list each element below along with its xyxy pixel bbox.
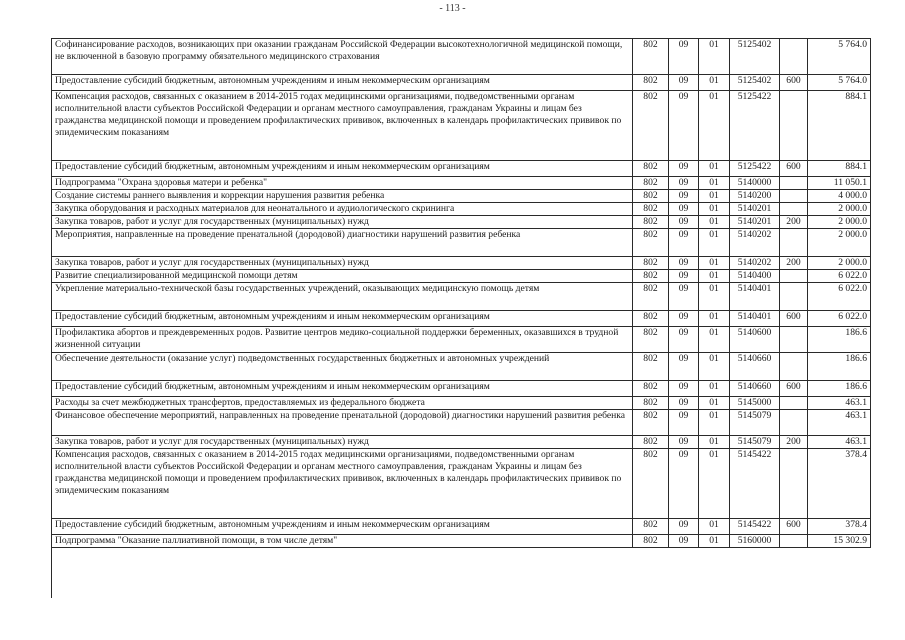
ministry-code-cell: 802 xyxy=(633,216,669,229)
ministry-code-cell: 802 xyxy=(633,177,669,190)
section-code-cell: 09 xyxy=(669,436,699,449)
ministry-code-cell: 802 xyxy=(633,397,669,410)
target-article-cell: 5140600 xyxy=(730,327,780,353)
amount-cell: 884.1 xyxy=(808,91,871,161)
subsection-code-cell: 01 xyxy=(699,270,730,283)
expense-type-cell xyxy=(780,91,808,161)
subsection-code-cell: 01 xyxy=(699,311,730,327)
expense-type-cell xyxy=(780,397,808,410)
subsection-code-cell: 01 xyxy=(699,436,730,449)
section-code-cell: 09 xyxy=(669,381,699,397)
ministry-code-cell: 802 xyxy=(633,519,669,535)
amount-cell: 11 050.1 xyxy=(808,177,871,190)
amount-cell: 186.6 xyxy=(808,353,871,381)
table-row xyxy=(52,436,871,449)
expense-type-cell: 600 xyxy=(780,381,808,397)
section-code-cell: 09 xyxy=(669,229,699,257)
row-name-cell: Предоставление субсидий бюджетным, автономным учреждениям и иным некоммерческим организациям xyxy=(52,75,633,91)
target-article-cell: 5125422 xyxy=(730,161,780,177)
target-article-cell: 5145079 xyxy=(730,436,780,449)
row-name-cell: Компенсация расходов, связанных с оказанием в 2014-2015 годах медицинскими организациями, подведомственными органам исполнительной власти субъектов Российской Федерации и органам местного самоуправления, гражданам Украины и лицам без гражданства медицинской помощи и проведением профилактических прививок, включенных в календарь профилактических прививок по эпидемическим показаниям xyxy=(52,91,633,161)
row-name-cell: Закупка оборудования и расходных материалов для неонатального и аудиологического скрининга xyxy=(52,203,633,216)
row-name-cell: Компенсация расходов, связанных с оказанием в 2014-2015 годах медицинскими организациями, подведомственными органам исполнительной власти субъектов Российской Федерации и органам местного самоуправления, гражданам Украины и лицам без гражданства медицинской помощи и проведением профилактических прививок, включенных в календарь профилактических прививок по эпидемическим показаниям xyxy=(52,449,633,519)
expense-type-cell xyxy=(780,353,808,381)
expense-type-cell xyxy=(780,39,808,75)
table-row xyxy=(52,203,871,216)
table-row xyxy=(52,449,871,519)
target-article-cell: 5140400 xyxy=(730,270,780,283)
table-row xyxy=(52,519,871,535)
table-row xyxy=(52,353,871,381)
target-article-cell: 5125422 xyxy=(730,91,780,161)
ministry-code-cell: 802 xyxy=(633,327,669,353)
target-article-cell: 5140201 xyxy=(730,203,780,216)
ministry-code-cell: 802 xyxy=(633,229,669,257)
ministry-code-cell: 802 xyxy=(633,283,669,311)
table-row xyxy=(52,39,871,75)
target-article-cell: 5140202 xyxy=(730,229,780,257)
table-row xyxy=(52,229,871,257)
target-article-cell: 5140201 xyxy=(730,216,780,229)
section-code-cell: 09 xyxy=(669,535,699,548)
amount-cell: 6 022.0 xyxy=(808,283,871,311)
row-name-cell: Закупка товаров, работ и услуг для государственных (муниципальных) нужд xyxy=(52,216,633,229)
row-name-cell: Предоставление субсидий бюджетным, автономным учреждениям и иным некоммерческим организациям xyxy=(52,519,633,535)
subsection-code-cell: 01 xyxy=(699,91,730,161)
row-name-cell: Предоставление субсидий бюджетным, автономным учреждениям и иным некоммерческим организациям xyxy=(52,311,633,327)
table-row xyxy=(52,327,871,353)
row-name-cell: Предоставление субсидий бюджетным, автономным учреждениям и иным некоммерческим организациям xyxy=(52,161,633,177)
page-number: - 113 - xyxy=(439,3,466,14)
row-name-cell: Закупка товаров, работ и услуг для государственных (муниципальных) нужд xyxy=(52,257,633,270)
target-article-cell: 5140202 xyxy=(730,257,780,270)
amount-cell: 463.1 xyxy=(808,410,871,436)
subsection-code-cell: 01 xyxy=(699,190,730,203)
target-article-cell: 5140401 xyxy=(730,311,780,327)
subsection-code-cell: 01 xyxy=(699,327,730,353)
target-article-cell: 5140000 xyxy=(730,177,780,190)
section-code-cell: 09 xyxy=(669,39,699,75)
section-code-cell: 09 xyxy=(669,91,699,161)
table-row xyxy=(52,177,871,190)
target-article-cell: 5140660 xyxy=(730,381,780,397)
section-code-cell: 09 xyxy=(669,203,699,216)
ministry-code-cell: 802 xyxy=(633,353,669,381)
amount-cell: 15 302.9 xyxy=(808,535,871,548)
subsection-code-cell: 01 xyxy=(699,216,730,229)
budget-table xyxy=(51,38,871,548)
row-name-cell: Развитие специализированной медицинской помощи детям xyxy=(52,270,633,283)
amount-cell: 186.6 xyxy=(808,381,871,397)
subsection-code-cell: 01 xyxy=(699,39,730,75)
table-row xyxy=(52,257,871,270)
section-code-cell: 09 xyxy=(669,327,699,353)
section-code-cell: 09 xyxy=(669,353,699,381)
amount-cell: 2 000.0 xyxy=(808,216,871,229)
subsection-code-cell: 01 xyxy=(699,535,730,548)
row-name-cell: Подпрограмма "Охрана здоровья матери и ребенка" xyxy=(52,177,633,190)
section-code-cell: 09 xyxy=(669,283,699,311)
expense-type-cell xyxy=(780,410,808,436)
table-row xyxy=(52,216,871,229)
table-row xyxy=(52,397,871,410)
ministry-code-cell: 802 xyxy=(633,75,669,91)
section-code-cell: 09 xyxy=(669,190,699,203)
ministry-code-cell: 802 xyxy=(633,449,669,519)
target-article-cell: 5140200 xyxy=(730,190,780,203)
expense-type-cell: 200 xyxy=(780,216,808,229)
row-name-cell: Мероприятия, направленные на проведение пренатальной (дородовой) диагностики нарушений развития ребенка xyxy=(52,229,633,257)
row-name-cell: Подпрограмма "Оказание паллиативной помощи, в том числе детям" xyxy=(52,535,633,548)
expense-type-cell xyxy=(780,190,808,203)
amount-cell: 6 022.0 xyxy=(808,311,871,327)
expense-type-cell xyxy=(780,327,808,353)
amount-cell: 463.1 xyxy=(808,397,871,410)
table-row xyxy=(52,535,871,548)
subsection-code-cell: 01 xyxy=(699,75,730,91)
row-name-cell: Создание системы раннего выявления и коррекции нарушения развития ребенка xyxy=(52,190,633,203)
ministry-code-cell: 802 xyxy=(633,203,669,216)
target-article-cell: 5125402 xyxy=(730,39,780,75)
target-article-cell: 5145422 xyxy=(730,519,780,535)
table-row xyxy=(52,91,871,161)
subsection-code-cell: 01 xyxy=(699,257,730,270)
table-row xyxy=(52,75,871,91)
section-code-cell: 09 xyxy=(669,397,699,410)
amount-cell: 6 022.0 xyxy=(808,270,871,283)
expense-type-cell xyxy=(780,449,808,519)
table-row xyxy=(52,283,871,311)
expense-type-cell xyxy=(780,229,808,257)
table-row xyxy=(52,161,871,177)
section-code-cell: 09 xyxy=(669,75,699,91)
expense-type-cell xyxy=(780,177,808,190)
row-name-cell: Расходы за счет межбюджетных трансфертов, предоставляемых из федерального бюджета xyxy=(52,397,633,410)
target-article-cell: 5160000 xyxy=(730,535,780,548)
ministry-code-cell: 802 xyxy=(633,161,669,177)
row-name-cell: Финансовое обеспечение мероприятий, направленных на проведение пренатальной (дородовой) диагностики нарушений развития ребенка xyxy=(52,410,633,436)
target-article-cell: 5145422 xyxy=(730,449,780,519)
amount-cell: 463.1 xyxy=(808,436,871,449)
target-article-cell: 5125402 xyxy=(730,75,780,91)
ministry-code-cell: 802 xyxy=(633,39,669,75)
ministry-code-cell: 802 xyxy=(633,270,669,283)
subsection-code-cell: 01 xyxy=(699,177,730,190)
table-body xyxy=(52,39,871,548)
subsection-code-cell: 01 xyxy=(699,229,730,257)
amount-cell: 2 000.0 xyxy=(808,229,871,257)
row-name-cell: Закупка товаров, работ и услуг для государственных (муниципальных) нужд xyxy=(52,436,633,449)
target-article-cell: 5140401 xyxy=(730,283,780,311)
expense-type-cell: 200 xyxy=(780,436,808,449)
expense-type-cell xyxy=(780,283,808,311)
subsection-code-cell: 01 xyxy=(699,203,730,216)
section-code-cell: 09 xyxy=(669,161,699,177)
section-code-cell: 09 xyxy=(669,257,699,270)
ministry-code-cell: 802 xyxy=(633,190,669,203)
left-margin-column xyxy=(20,38,52,598)
amount-cell: 378.4 xyxy=(808,449,871,519)
table-row xyxy=(52,270,871,283)
target-article-cell: 5145079 xyxy=(730,410,780,436)
section-code-cell: 09 xyxy=(669,216,699,229)
row-name-cell: Предоставление субсидий бюджетным, автономным учреждениям и иным некоммерческим организациям xyxy=(52,381,633,397)
amount-cell: 378.4 xyxy=(808,519,871,535)
expense-type-cell: 200 xyxy=(780,257,808,270)
amount-cell: 2 000.0 xyxy=(808,257,871,270)
section-code-cell: 09 xyxy=(669,311,699,327)
subsection-code-cell: 01 xyxy=(699,519,730,535)
subsection-code-cell: 01 xyxy=(699,283,730,311)
ministry-code-cell: 802 xyxy=(633,311,669,327)
row-name-cell: Обеспечение деятельности (оказание услуг) подведомственных государственных бюджетных и автономных учреждений xyxy=(52,353,633,381)
section-code-cell: 09 xyxy=(669,519,699,535)
expense-type-cell: 600 xyxy=(780,311,808,327)
amount-cell: 186.6 xyxy=(808,327,871,353)
section-code-cell: 09 xyxy=(669,177,699,190)
ministry-code-cell: 802 xyxy=(633,436,669,449)
table-row xyxy=(52,381,871,397)
subsection-code-cell: 01 xyxy=(699,353,730,381)
expense-type-cell xyxy=(780,535,808,548)
row-name-cell: Укрепление материально-технической базы государственных учреждений, оказывающих медицинскую помощь детям xyxy=(52,283,633,311)
section-code-cell: 09 xyxy=(669,449,699,519)
target-article-cell: 5145000 xyxy=(730,397,780,410)
ministry-code-cell: 802 xyxy=(633,91,669,161)
section-code-cell: 09 xyxy=(669,410,699,436)
amount-cell: 2 000.0 xyxy=(808,203,871,216)
expense-type-cell xyxy=(780,203,808,216)
subsection-code-cell: 01 xyxy=(699,381,730,397)
amount-cell: 5 764.0 xyxy=(808,39,871,75)
expense-type-cell: 600 xyxy=(780,161,808,177)
amount-cell: 5 764.0 xyxy=(808,75,871,91)
subsection-code-cell: 01 xyxy=(699,449,730,519)
ministry-code-cell: 802 xyxy=(633,410,669,436)
ministry-code-cell: 802 xyxy=(633,535,669,548)
expense-type-cell xyxy=(780,270,808,283)
amount-cell: 884.1 xyxy=(808,161,871,177)
row-name-cell: Профилактика абортов и преждевременных родов. Развитие центров медико-социальной поддержки беременных, оказавшихся в трудной жизненной ситуации xyxy=(52,327,633,353)
section-code-cell: 09 xyxy=(669,270,699,283)
subsection-code-cell: 01 xyxy=(699,161,730,177)
subsection-code-cell: 01 xyxy=(699,410,730,436)
table-row xyxy=(52,410,871,436)
ministry-code-cell: 802 xyxy=(633,257,669,270)
expense-type-cell: 600 xyxy=(780,519,808,535)
amount-cell: 4 000.0 xyxy=(808,190,871,203)
table-row xyxy=(52,190,871,203)
target-article-cell: 5140660 xyxy=(730,353,780,381)
expense-type-cell: 600 xyxy=(780,75,808,91)
subsection-code-cell: 01 xyxy=(699,397,730,410)
table-row xyxy=(52,311,871,327)
ministry-code-cell: 802 xyxy=(633,381,669,397)
row-name-cell: Софинансирование расходов, возникающих при оказании гражданам Российской Федерации высокотехнологичной медицинской помощи, не включенной в базовую программу обязательного медицинского страхования xyxy=(52,39,633,75)
